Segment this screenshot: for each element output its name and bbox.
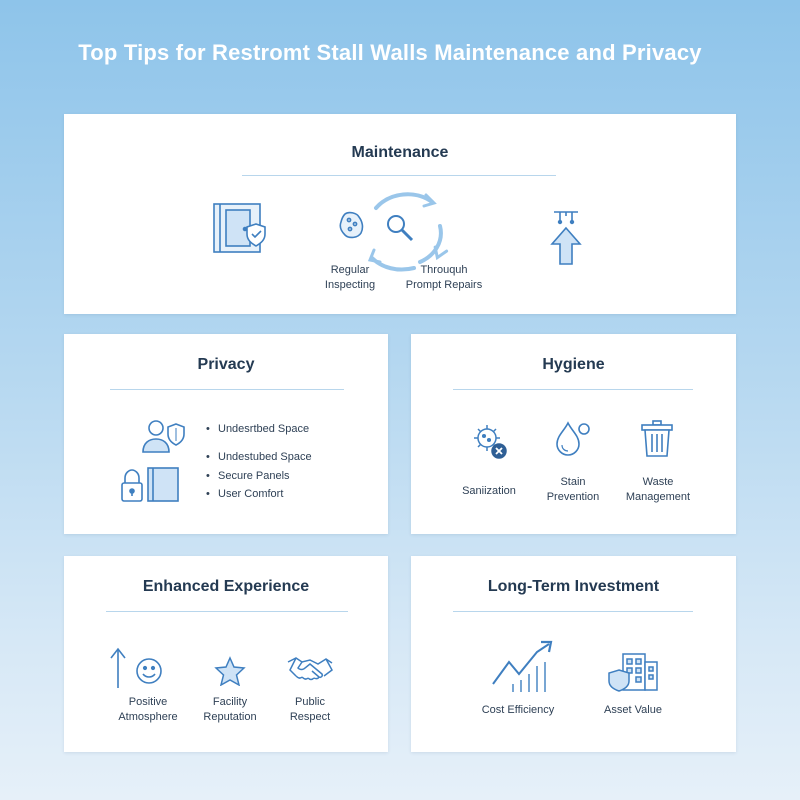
stall-door-shield-icon (212, 200, 272, 256)
lock-panel-icon (120, 466, 182, 504)
building-shield-icon (607, 652, 661, 692)
repairs-label: Throuquh Prompt Repairs (405, 264, 483, 291)
investment-card (411, 556, 736, 752)
experience-title: Enhanced Experience (142, 578, 310, 595)
bullet-item: • User Comfort (218, 488, 283, 500)
smiley-up-arrow-icon (108, 646, 164, 690)
maintenance-divider (242, 175, 556, 176)
investment-divider (453, 611, 693, 612)
experience-label-atmosphere: Positive Atmosphere (118, 696, 178, 723)
droplets-icon (552, 419, 592, 459)
investment-label-cost: Cost Efficiency (481, 704, 555, 716)
experience-divider (106, 611, 348, 612)
privacy-divider (110, 389, 344, 390)
investment-label-asset: Asset Value (604, 704, 662, 716)
magnifier-icon (384, 212, 418, 246)
maintenance-title: Maintenance (351, 144, 449, 161)
bullet-item: • Undesrtbed Space (218, 423, 309, 435)
germ-icon (469, 421, 511, 461)
hygiene-label-sanitization: Saniization (462, 485, 516, 497)
hygiene-card (411, 334, 736, 534)
privacy-card (64, 334, 388, 534)
hygiene-title: Hygiene (542, 356, 605, 373)
experience-label-respect: Public Respect (289, 696, 331, 723)
handshake-icon (286, 654, 334, 684)
dropper-up-arrow-icon (548, 206, 584, 268)
trend-chart-icon (489, 638, 555, 694)
investment-title: Long-Term Investment (487, 578, 660, 595)
hygiene-label-stain: Stain Prevention (546, 476, 600, 503)
star-icon (214, 656, 246, 686)
page-title: Top Tips for Restromt Stall Walls Maintenance and Privacy (78, 40, 702, 65)
maintenance-card (64, 114, 736, 314)
inspecting-label: Regular Inspecting (324, 264, 376, 291)
sponge-icon (339, 210, 367, 240)
bullet-item: • Secure Panels (218, 470, 290, 482)
bullet-item: • Undestubed Space (218, 451, 312, 463)
experience-label-reputation: Facility Reputation (203, 696, 257, 723)
experience-card (64, 556, 388, 752)
hygiene-divider (453, 389, 693, 390)
trash-can-icon (639, 419, 675, 459)
hygiene-label-waste: Waste Management (625, 476, 691, 503)
privacy-title: Privacy (197, 356, 255, 373)
person-shield-icon (140, 418, 188, 456)
